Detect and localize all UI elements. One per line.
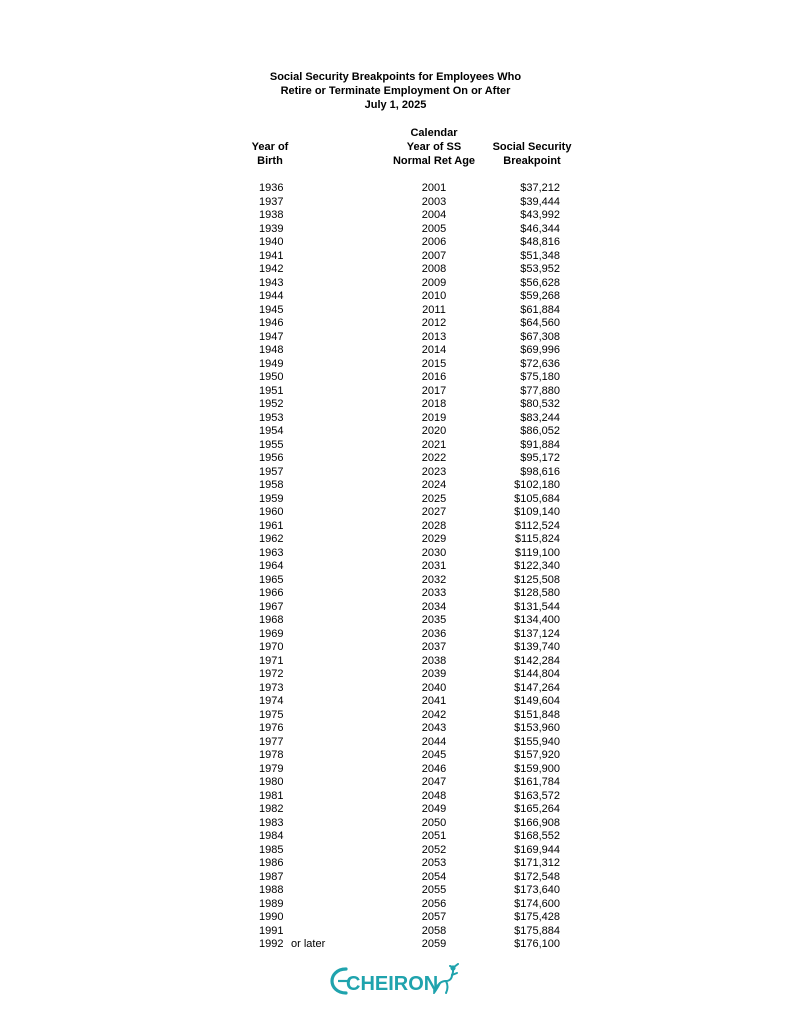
header-line: Social Security (492, 141, 572, 153)
breakpoint-cell: $67,308 (520, 330, 560, 343)
table-row (0, 749, 791, 763)
birth-year-cell: 1940 (259, 236, 284, 248)
breakpoint-cell: $39,444 (520, 195, 560, 208)
calendar-year-cell: 2044 (421, 735, 447, 748)
calendar-year-cell: 2032 (421, 573, 447, 586)
breakpoint-cell: $83,244 (520, 411, 560, 424)
table-row (0, 209, 791, 223)
table-row (0, 925, 791, 939)
birth-year-cell: 1938 (259, 209, 284, 221)
calendar-year-cell: 2012 (421, 317, 447, 329)
breakpoint-cell: $153,960 (514, 722, 560, 734)
table-row (0, 506, 791, 520)
breakpoint-cell: $175,884 (514, 924, 560, 937)
breakpoint-cell: $175,428 (514, 911, 560, 923)
breakpoint-cell: $125,508 (514, 573, 560, 586)
birth-year-cell: 1944 (259, 290, 284, 302)
birth-year-cell: 1976 (259, 722, 284, 734)
birth-year-cell: 1937 (259, 195, 284, 208)
column-header-year-of-birth (240, 140, 300, 168)
breakpoint-cell: $159,900 (514, 762, 560, 775)
column-header-calendar-year (384, 126, 484, 168)
breakpoint-cell: $166,908 (514, 816, 560, 829)
birth-year-cell: 1947 (259, 330, 284, 343)
calendar-year-cell: 2005 (421, 222, 447, 235)
table-row (0, 452, 791, 466)
table-row (0, 938, 791, 952)
breakpoint-cell: $144,804 (514, 668, 560, 680)
breakpoint-cell: $122,340 (514, 560, 560, 572)
birth-year-cell: 1983 (259, 816, 284, 829)
calendar-year-cell: 2010 (421, 290, 447, 302)
page-title (0, 70, 791, 112)
table-row (0, 601, 791, 615)
birth-year-cell: 1948 (259, 344, 284, 356)
breakpoint-cell: $77,880 (520, 384, 560, 397)
table-row (0, 466, 791, 480)
table-row (0, 844, 791, 858)
birth-year-cell: 1988 (259, 884, 284, 896)
table-row (0, 533, 791, 547)
birth-year-cell: 1957 (259, 465, 284, 478)
birth-year-cell: 1975 (259, 708, 284, 721)
breakpoint-cell: $48,816 (520, 236, 560, 248)
table-row (0, 574, 791, 588)
calendar-year-cell: 2059 (421, 938, 447, 950)
calendar-year-cell: 2022 (421, 452, 447, 464)
birth-year-cell: 1982 (259, 803, 284, 815)
table-row (0, 250, 791, 264)
birth-year-cell: 1958 (259, 479, 284, 491)
breakpoint-cell: $72,636 (520, 357, 560, 370)
calendar-year-cell: 2019 (421, 411, 447, 424)
calendar-year-cell: 2023 (421, 465, 447, 478)
breakpoint-cell: $98,616 (520, 465, 560, 478)
birth-year-cell: 1941 (259, 249, 284, 262)
header-line: Breakpoint (503, 155, 561, 167)
calendar-year-cell: 2009 (421, 276, 447, 289)
table-row (0, 479, 791, 493)
birth-year-cell: 1959 (259, 492, 284, 505)
table-row (0, 911, 791, 925)
breakpoint-cell: $112,524 (514, 519, 560, 532)
birth-year-cell: 1974 (259, 695, 284, 707)
breakpoint-cell: $168,552 (514, 830, 560, 842)
birth-year-cell: 1980 (259, 776, 284, 788)
table-row (0, 682, 791, 696)
table-row (0, 344, 791, 358)
table-row (0, 412, 791, 426)
table-row (0, 709, 791, 723)
calendar-year-cell: 2027 (421, 506, 447, 518)
calendar-year-cell: 2007 (421, 249, 447, 262)
birth-year-cell: 1951 (259, 384, 284, 397)
birth-year-cell: 1978 (259, 749, 284, 761)
breakpoint-cell: $139,740 (514, 641, 560, 653)
table-row (0, 439, 791, 453)
birth-year-cell: 1949 (259, 357, 284, 370)
calendar-year-cell: 2051 (421, 830, 447, 842)
calendar-year-cell: 2041 (421, 695, 447, 707)
table-row (0, 884, 791, 898)
table-row (0, 371, 791, 385)
table-row (0, 277, 791, 291)
breakpoint-cell: $174,600 (514, 897, 560, 910)
birth-year-cell: 1961 (259, 519, 284, 532)
breakpoint-cell: $128,580 (514, 587, 560, 599)
birth-year-cell: 1971 (259, 654, 284, 667)
calendar-year-cell: 2028 (421, 519, 447, 532)
birth-year-cell: 1973 (259, 681, 284, 694)
table-row (0, 830, 791, 844)
breakpoint-cell: $163,572 (514, 789, 560, 802)
calendar-year-cell: 2045 (421, 749, 447, 761)
breakpoint-cell: $53,952 (520, 263, 560, 275)
calendar-year-cell: 2048 (421, 789, 447, 802)
birth-year-cell: 1984 (259, 830, 284, 842)
calendar-year-cell: 2008 (421, 263, 447, 275)
birth-year-cell: 1945 (259, 303, 284, 316)
calendar-year-cell: 2021 (421, 438, 447, 451)
breakpoint-cell: $105,684 (514, 492, 560, 505)
table-row (0, 385, 791, 399)
breakpoint-cell: $147,264 (514, 681, 560, 694)
birth-year-cell: 1936 (259, 182, 284, 194)
birth-year-cell: 1939 (259, 222, 284, 235)
breakpoint-cell: $95,172 (520, 452, 560, 464)
calendar-year-cell: 2004 (421, 209, 447, 221)
calendar-year-cell: 2033 (421, 587, 447, 599)
table-row (0, 736, 791, 750)
breakpoint-cell: $56,628 (520, 276, 560, 289)
breakpoint-cell: $102,180 (514, 479, 560, 491)
header-line: Year of SS (406, 141, 462, 153)
table-row (0, 695, 791, 709)
calendar-year-cell: 2030 (421, 546, 447, 559)
calendar-year-cell: 2014 (421, 344, 447, 356)
birth-year-cell: 1992 (259, 938, 284, 950)
header-line: Birth (257, 155, 283, 167)
birth-year-cell: 1954 (259, 425, 284, 437)
table-row (0, 182, 791, 196)
breakpoint-cell: $165,264 (514, 803, 560, 815)
header-line: Calendar (410, 127, 458, 139)
breakpoint-cell: $86,052 (520, 425, 560, 437)
title-line-2: Retire or Terminate Employment On or After (280, 85, 511, 97)
calendar-year-cell: 2039 (421, 668, 447, 680)
table-row (0, 331, 791, 345)
birth-year-cell: 1987 (259, 870, 284, 883)
calendar-year-cell: 2018 (421, 398, 447, 410)
table-row (0, 628, 791, 642)
breakpoint-cell: $46,344 (520, 222, 560, 235)
header-line: Normal Ret Age (392, 155, 476, 167)
table-row (0, 560, 791, 574)
table-row (0, 317, 791, 331)
table-row (0, 655, 791, 669)
breakpoint-cell: $115,824 (514, 533, 560, 545)
calendar-year-cell: 2011 (422, 303, 446, 316)
calendar-year-cell: 2031 (421, 560, 447, 572)
breakpoint-cell: $43,992 (520, 209, 560, 221)
calendar-year-cell: 2042 (421, 708, 447, 721)
birth-year-cell: 1966 (259, 587, 284, 599)
breakpoint-cell: $37,212 (520, 182, 560, 194)
breakpoint-cell: $69,996 (520, 344, 560, 356)
breakpoint-cell: $176,100 (514, 938, 560, 950)
calendar-year-cell: 2024 (421, 479, 447, 491)
calendar-year-cell: 2017 (421, 384, 447, 397)
calendar-year-cell: 2003 (421, 195, 447, 208)
birth-year-cell: 1946 (259, 317, 284, 329)
birth-year-cell: 1942 (259, 263, 284, 275)
breakpoint-cell: $151,848 (514, 708, 560, 721)
breakpoint-cell: $91,884 (520, 438, 560, 451)
table-row (0, 493, 791, 507)
breakpoint-cell: $80,532 (520, 398, 560, 410)
breakpoint-cell: $172,548 (514, 870, 560, 883)
birth-year-cell: 1990 (259, 911, 284, 923)
calendar-year-cell: 2035 (421, 614, 447, 626)
calendar-year-cell: 2055 (421, 884, 447, 896)
birth-year-cell: 1981 (259, 789, 284, 802)
table-row (0, 776, 791, 790)
column-header-breakpoint (482, 140, 582, 168)
calendar-year-cell: 2046 (421, 762, 447, 775)
calendar-year-cell: 2040 (421, 681, 447, 694)
table-row (0, 641, 791, 655)
calendar-year-cell: 2038 (421, 654, 447, 667)
calendar-year-cell: 2054 (421, 870, 447, 883)
birth-year-cell: 1960 (259, 506, 284, 518)
table-row (0, 898, 791, 912)
birth-year-cell: 1967 (259, 600, 284, 613)
breakpoint-cell: $142,284 (514, 654, 560, 667)
calendar-year-cell: 2034 (421, 600, 447, 613)
birth-year-cell: 1970 (259, 641, 284, 653)
breakpoint-cell: $64,560 (520, 317, 560, 329)
calendar-year-cell: 2050 (421, 816, 447, 829)
calendar-year-cell: 2013 (421, 330, 447, 343)
birth-year-cell: 1985 (259, 843, 284, 856)
calendar-year-cell: 2053 (421, 857, 447, 869)
title-line-3: July 1, 2025 (364, 99, 427, 111)
header-line: Year of (251, 141, 289, 153)
birth-year-cell: 1956 (259, 452, 284, 464)
table-row (0, 547, 791, 561)
birth-year-cell: 1991 (259, 924, 284, 937)
birth-year-cell: 1952 (259, 398, 284, 410)
table-row (0, 871, 791, 885)
table-row (0, 520, 791, 534)
breakpoint-cell: $59,268 (520, 290, 560, 302)
calendar-year-cell: 2016 (421, 371, 447, 383)
birth-year-cell: 1955 (259, 438, 284, 451)
table-row (0, 614, 791, 628)
table-row (0, 223, 791, 237)
breakpoint-cell: $155,940 (514, 735, 560, 748)
birth-year-cell: 1963 (259, 546, 284, 559)
title-line-1: Social Security Breakpoints for Employees Who (269, 71, 522, 83)
breakpoint-cell: $173,640 (514, 884, 560, 896)
table-row (0, 263, 791, 277)
birth-year-cell: 1968 (259, 614, 284, 626)
calendar-year-cell: 2057 (421, 911, 447, 923)
table-row (0, 196, 791, 210)
breakpoint-cell: $75,180 (520, 371, 560, 383)
table-row (0, 722, 791, 736)
breakpoint-table (0, 182, 791, 952)
calendar-year-cell: 2020 (421, 425, 447, 437)
table-row (0, 304, 791, 318)
breakpoint-cell: $134,400 (514, 614, 560, 626)
breakpoint-cell: $149,604 (514, 695, 560, 707)
table-row (0, 425, 791, 439)
birth-year-cell: 1950 (259, 371, 284, 383)
table-row (0, 817, 791, 831)
breakpoint-cell: $109,140 (514, 506, 560, 518)
breakpoint-cell: $161,784 (514, 776, 560, 788)
table-row (0, 290, 791, 304)
birth-year-cell: 1969 (259, 627, 284, 640)
logo-text: CHEIRON (346, 973, 439, 995)
table-row (0, 587, 791, 601)
table-row (0, 398, 791, 412)
calendar-year-cell: 2006 (421, 236, 447, 248)
calendar-year-cell: 2025 (421, 492, 447, 505)
calendar-year-cell: 2001 (421, 182, 447, 194)
calendar-year-cell: 2049 (421, 803, 447, 815)
breakpoint-cell: $131,544 (514, 600, 560, 613)
breakpoint-cell: $61,884 (520, 303, 560, 316)
breakpoint-cell: $119,100 (514, 546, 560, 559)
table-row (0, 857, 791, 871)
calendar-year-cell: 2047 (421, 776, 447, 788)
breakpoint-cell: $169,944 (514, 843, 560, 856)
calendar-year-cell: 2037 (421, 641, 447, 653)
logo-graphic (330, 963, 470, 997)
table-row (0, 803, 791, 817)
breakpoint-cell: $157,920 (514, 749, 560, 761)
birth-year-cell: 1964 (259, 560, 284, 572)
breakpoint-cell: $137,124 (514, 627, 560, 640)
birth-year-cell: 1979 (259, 762, 284, 775)
birth-year-cell: 1962 (259, 533, 284, 545)
birth-year-cell: 1965 (259, 573, 284, 586)
birth-year-cell: 1989 (259, 897, 284, 910)
calendar-year-cell: 2043 (421, 722, 447, 734)
breakpoint-cell: $171,312 (514, 857, 560, 869)
birth-year-cell: 1977 (259, 735, 284, 748)
table-row (0, 790, 791, 804)
calendar-year-cell: 2029 (421, 533, 447, 545)
calendar-year-cell: 2036 (421, 627, 447, 640)
birth-year-cell: 1972 (259, 668, 284, 680)
birth-year-cell: 1943 (259, 276, 284, 289)
calendar-year-cell: 2015 (421, 357, 447, 370)
birth-year-cell: 1986 (259, 857, 284, 869)
birth-year-suffix: or later (291, 938, 326, 950)
birth-year-cell: 1953 (259, 411, 284, 424)
calendar-year-cell: 2058 (421, 924, 447, 937)
calendar-year-cell: 2056 (421, 897, 447, 910)
calendar-year-cell: 2052 (421, 843, 447, 856)
cheiron-logo (330, 963, 470, 997)
table-row (0, 358, 791, 372)
table-row (0, 763, 791, 777)
table-row (0, 668, 791, 682)
table-row (0, 236, 791, 250)
breakpoint-cell: $51,348 (520, 249, 560, 262)
